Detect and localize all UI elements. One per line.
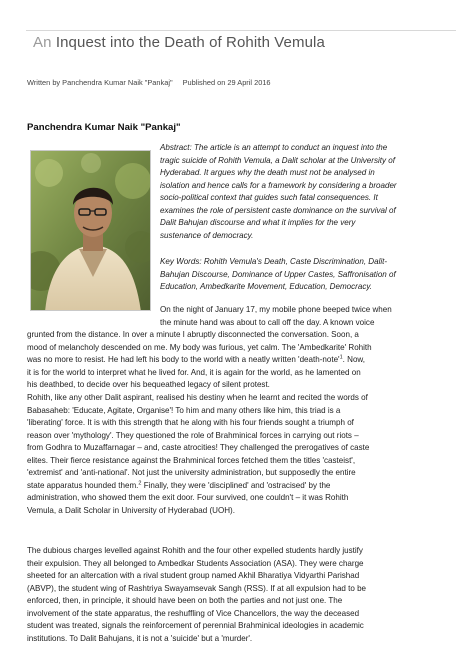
paragraph-3 [27,545,455,645]
paragraph-line: involvement of the state apparatus, the reshuffling of Vice Chancellors, the way the deceased [27,608,360,618]
abstract-line: isolation and hence calls for a framework by considering a broader [160,180,397,190]
paragraph-line: reason over 'mythology'. They questioned the role of Brahminical forces in carrying out riots – [27,430,359,440]
paragraph-line: 'liberating' force. It is with this strength that he along with his four friends sought a triumph of [27,418,354,427]
paragraph-line: enforced, then, in principle, it should have been on both the parties and not just one. The [27,596,343,605]
paragraph-line: elites. Their fierce resistance against the Brahminical forces fetched them the titles 'casteist', [27,455,356,465]
abstract-line: examines the role of persistent caste dominance on the survival of [160,205,396,215]
paragraph-line: from Godhra to Muzaffarnagar – and, caste atrocities! They challenged the prerogatives of caste [27,443,370,452]
keywords-line: Bahujan Discourse, Dominance of Upper Castes, Saffronisation of [160,269,396,279]
paragraph-text: state apparatus hounded them. [27,480,139,490]
paragraph-line: institutions. To Dalit Bahujans, it is not a 'suicide' but a 'murder'. [27,633,253,643]
paragraph-text: was no more to resist. He had left his body to the world with a neatly written 'death-note' [27,355,340,364]
paragraph-line: On the night of January 17, my mobile phone beeped twice when [160,305,392,314]
paragraph-text: Finally, they were 'disciplined' and 'ostracised' by the [141,480,331,490]
abstract-line: socio-political context that guides such fatal consequences. It [160,193,378,202]
paragraph-line: the minute hand was about to call off the day. A known voice [160,317,375,327]
byline-date: Published on 29 April 2016 [182,78,271,87]
paragraph-line: Vemula, a Dalit Scholar in University of Hyderabad (UOH). [27,505,235,515]
paragraph-line [27,480,455,493]
paragraph-line: it is for the world to interpret what he lived for. And, it is again for the world, as he lamented on [27,367,361,377]
paragraph-text: . Now, [342,355,366,364]
author-name: Panchendra Kumar Naik "Pankaj" [27,122,181,133]
abstract-line: tragic suicide of Rohith Vemula, a Dalit scholar at the University of [160,155,395,165]
paragraph-line: Babasaheb: 'Educate, Agitate, Organise'! To him and many others like him, this triad is a [27,405,341,415]
paragraph-line: 'extremist' and 'anti-national'. Not just the university administration, but supposedly the entire [27,468,356,477]
title-main: Inquest into the Death of Rohith Vemula [55,34,325,51]
paragraph-line: administration, who showed them the exit door. Four survived, one couldn't – it was Rohith [27,493,349,502]
byline [27,78,271,87]
keywords-line: Key Words: Rohith Vemula's Death, Caste Discrimination, Dalit- [160,257,388,266]
paragraph-line: mood of melancholy descended on me. My body was furious, yet calm. The 'Ambedkarite' Rohith [27,342,372,352]
abstract [160,142,452,242]
paragraph-line: The dubious charges levelled against Rohith and the four other expelled students hardly justify [27,546,363,555]
byline-author: Written by Panchendra Kumar Naik "Pankaj" [27,78,173,87]
footnote-marker: 1 [339,354,343,361]
paragraph-1-body [27,329,455,392]
paragraph-1-intro [160,304,452,329]
paragraph-line: (ABVP), the student wing of Rashtriya Swayamsevak Sangh (RSS). If at all expulsion had to be [27,583,367,593]
document-title [33,34,325,51]
title-prefix: An [33,34,52,51]
header-rule [26,30,456,31]
footnote-marker: 2 [138,479,142,486]
author-photo [30,150,151,311]
abstract-line: sustenance of democracy. [160,230,254,240]
paragraph-line: Rohith, like any other Dalit aspirant, realised his destiny when he learnt and recited the words of [27,393,368,402]
keywords-line: Education, Ambedkarite Movement, Education, Democracy. [160,282,373,291]
paragraph-line: their expulsion. They all belonged to Ambedkar Students Association (ASA). They were charge [27,558,364,568]
abstract-line: Hyderabad. It argues why the death must not be analysed in [160,168,375,177]
paragraph-2 [27,392,455,517]
abstract-line: Abstract: The article is an attempt to conduct an inquest into the [160,143,388,152]
paragraph-line: student was treated, signals the reinforcement of perennial Brahminical ideologies in academic [27,621,364,630]
abstract-line: Dalit Bahujan discourse and what it implies for the very [160,218,356,227]
keywords [160,256,452,294]
paragraph-line [27,354,455,367]
paragraph-line: grunted from the distance. In over a minute I abruptly disconnected the conversation. Soon, a [27,330,359,339]
paragraph-line: sheeted for an altercation with a rival student group named Akhil Bharatiya Vidyarthi Parishad [27,571,360,580]
paragraph-line: his deathbed, to decide over his bequeathed legacy of silent protest. [27,380,270,389]
